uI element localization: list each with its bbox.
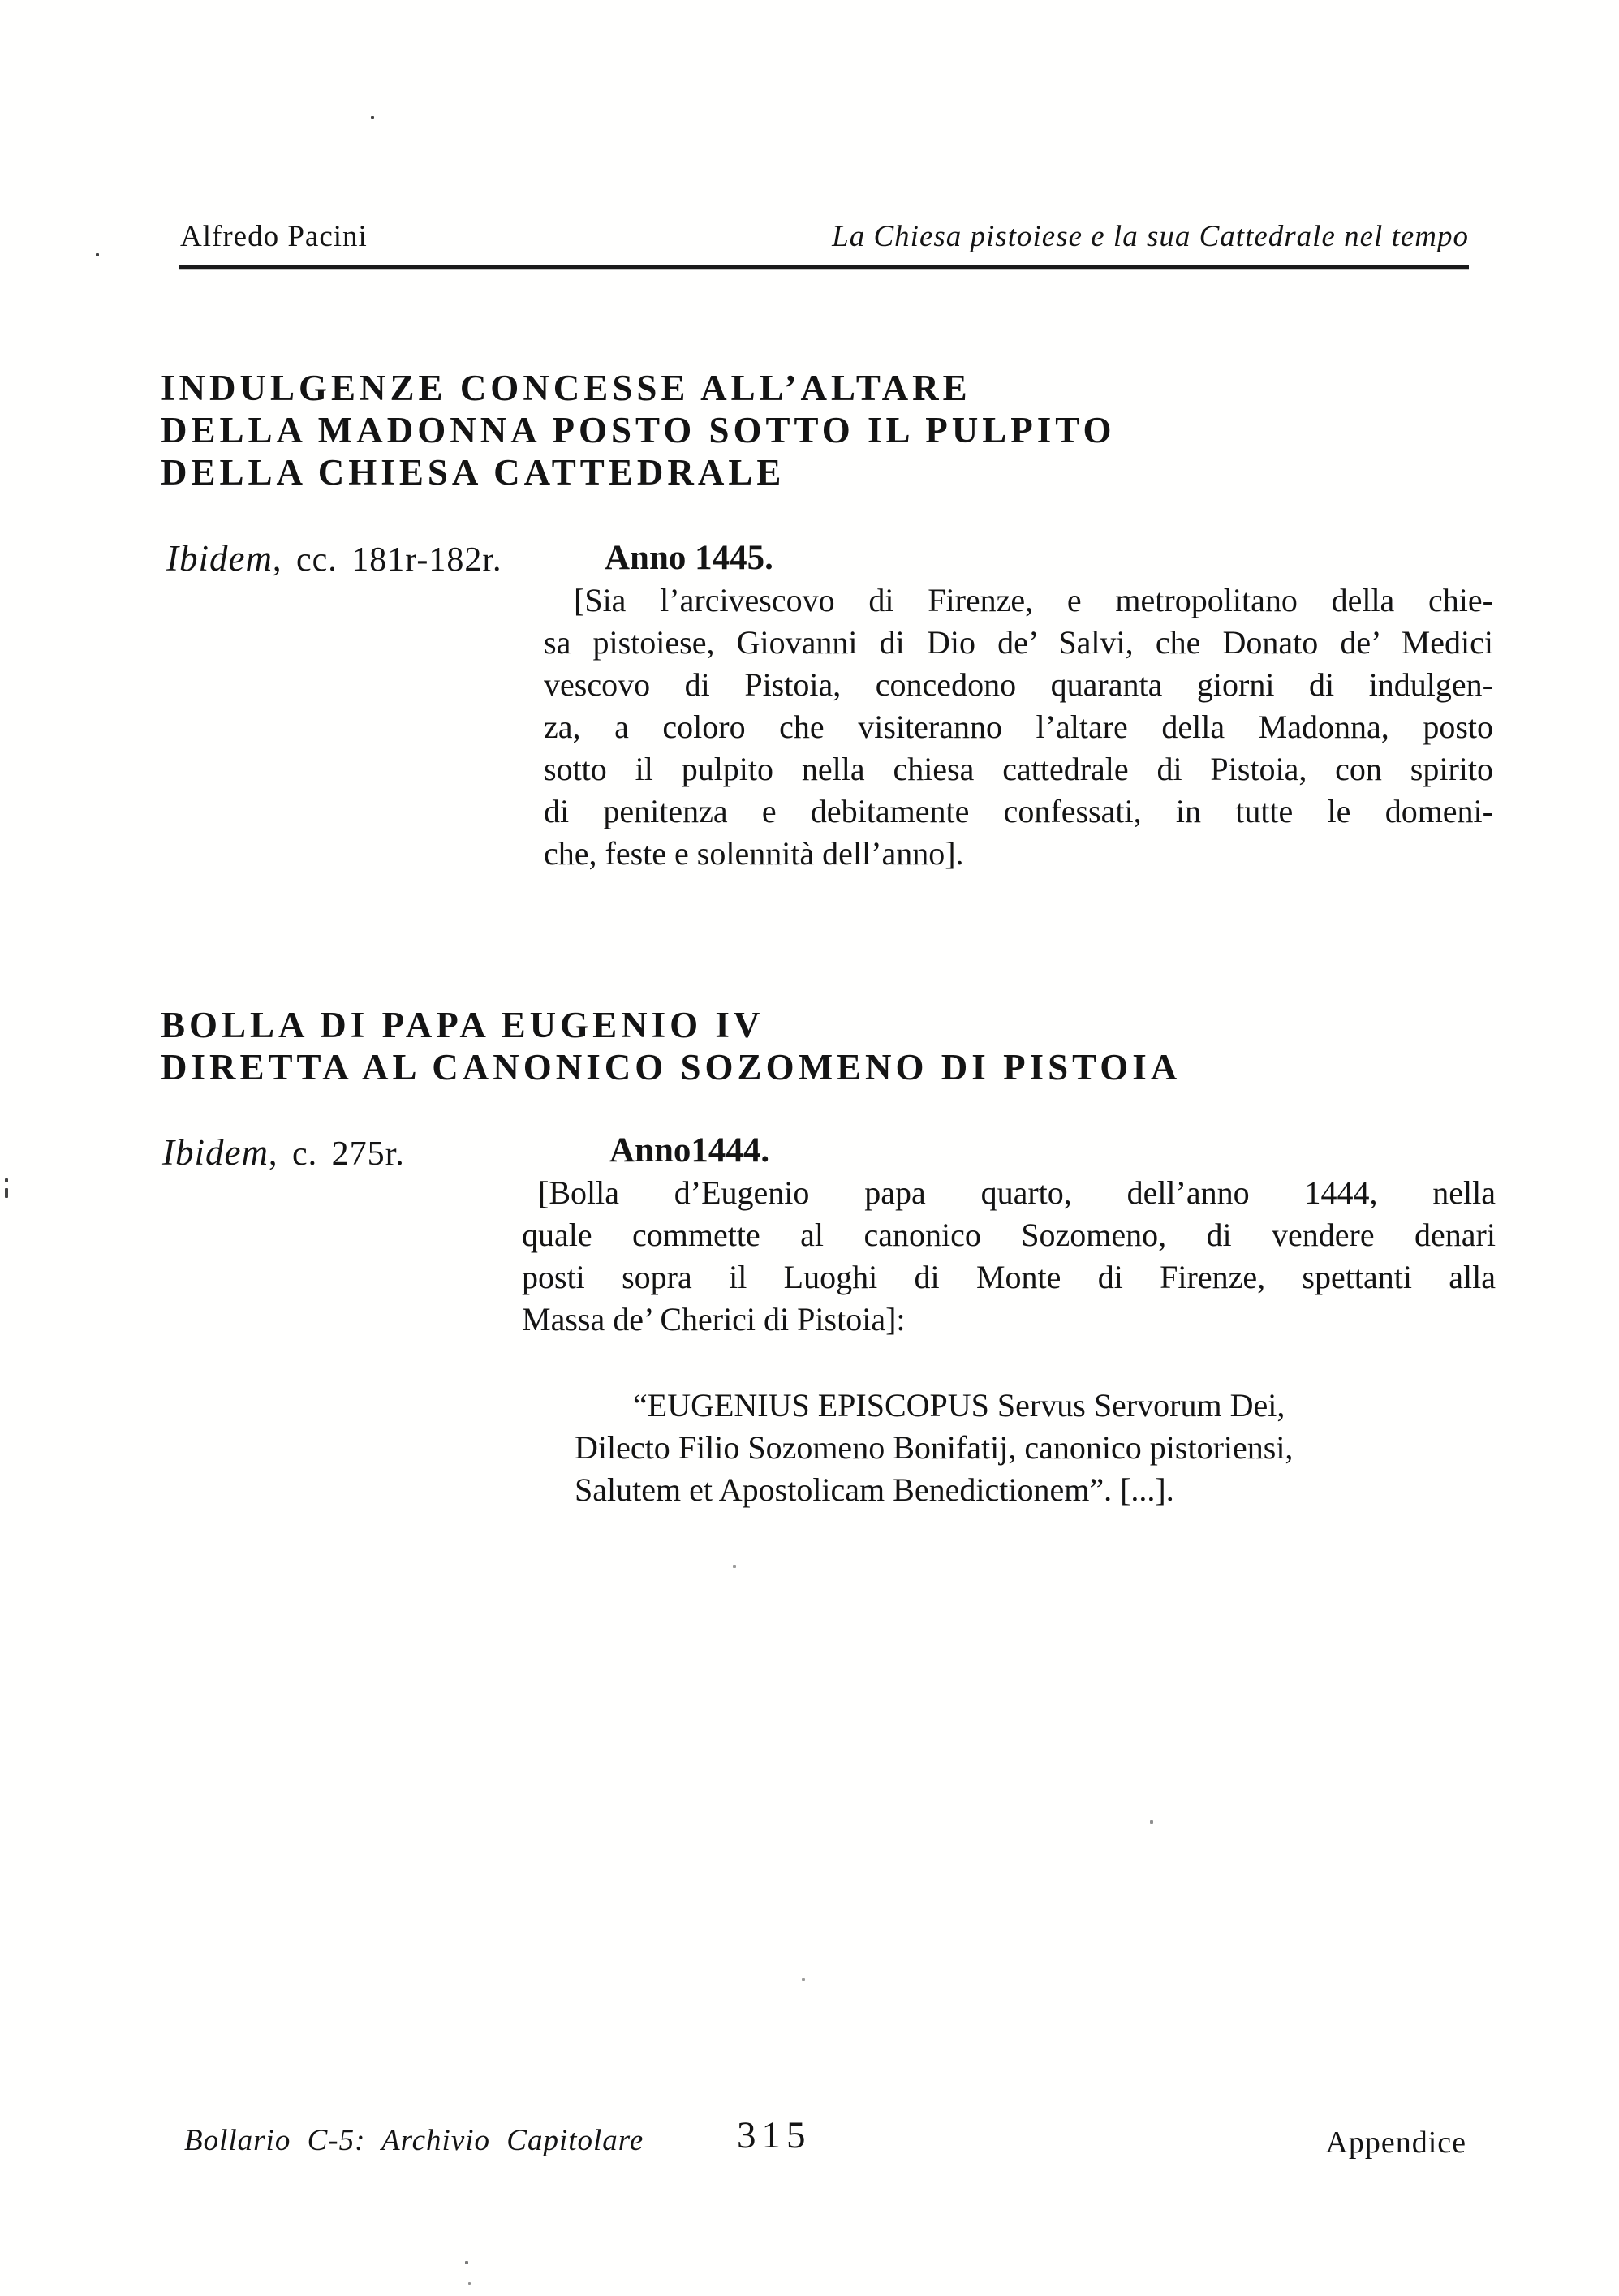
section1-body-line: che, feste e solennità dell’anno]. <box>544 835 964 872</box>
section1-body-line: vescovo di Pistoia, concedono quaranta giorni di indulgen- <box>544 666 1493 703</box>
section2-body-line: Massa de’ Cherici di Pistoia]: <box>522 1301 906 1338</box>
section2-body-line: posti sopra il Luoghi di Monte di Firenze, spettanti alla <box>522 1259 1496 1295</box>
scan-speck <box>5 1178 8 1182</box>
section1-ref-ibidem: Ibidem <box>166 538 273 579</box>
section1-source-ref <box>166 537 502 581</box>
scan-speck <box>371 116 374 119</box>
quote-line: Dilecto Filio Sozomeno Bonifatij, canonico pistoriensi, <box>575 1429 1294 1466</box>
section1-body-line: za, a coloro che visiteranno l’altare della Madonna, posto <box>544 709 1493 745</box>
footer-page-number: 315 <box>737 2114 812 2156</box>
section1-heading-line-3: DELLA CHIESA CATTEDRALE <box>161 452 786 493</box>
running-header <box>180 219 1469 254</box>
section1-body-line: sotto il pulpito nella chiesa cattedrale di Pistoia, con spirito <box>544 751 1493 787</box>
section2-body-line: [Bolla d’Eugenio papa quarto, dell’anno 1444, nella <box>538 1174 1496 1211</box>
section1-ref-locator: , cc. 181r-182r. <box>272 541 502 579</box>
section2-source-ref <box>162 1131 405 1175</box>
scan-speck <box>468 2282 471 2285</box>
section1-body-line: sa pistoiese, Giovanni di Dio de’ Salvi, che Donato de’ Medici <box>544 624 1493 661</box>
section2-heading-line-2: DIRETTA AL CANONICO SOZOMENO DI PISTOIA <box>161 1047 1182 1088</box>
section2-ref-ibidem: Ibidem <box>162 1132 269 1173</box>
section1-body <box>544 537 1493 875</box>
section1-heading-line-2: DELLA MADONNA POSTO SOTTO IL PULPITO <box>161 410 1116 450</box>
section1-body-line: di penitenza e debitamente confessati, in tutte le domeni- <box>544 793 1493 829</box>
section2-heading-line-1: BOLLA DI PAPA EUGENIO IV <box>161 1005 764 1045</box>
header-rule <box>179 265 1469 269</box>
section2-latin-quote <box>575 1385 1455 1511</box>
header-author: Alfredo Pacini <box>180 220 368 253</box>
scan-speck <box>802 1978 805 1981</box>
footer-archive-ref: Bollario C-5: Archivio Capitolare <box>184 2124 644 2157</box>
section1-heading <box>161 367 1116 493</box>
section2-ref-locator: , c. 275r. <box>268 1135 405 1173</box>
quote-line: “EUGENIUS EPISCOPUS Servus Servorum Dei, <box>633 1387 1285 1424</box>
section1-body-line: [Sia l’arcivescovo di Firenze, e metropolitano della chie- <box>574 582 1493 618</box>
section2-year-heading: Anno1444. <box>609 1131 770 1170</box>
footer-section-label: Appendice <box>1325 2126 1466 2160</box>
section2-body <box>522 1130 1496 1341</box>
scan-speck <box>733 1565 736 1568</box>
scan-speck <box>96 253 99 256</box>
scan-speck <box>5 1188 8 1198</box>
scan-speck <box>465 2261 468 2264</box>
scan-speck <box>1150 1820 1153 1824</box>
header-book-title: La Chiesa pistoiese e la sua Cattedrale nel tempo <box>832 220 1469 253</box>
quote-line: Salutem et Apostolicam Benedictionem”. [...]. <box>575 1471 1174 1508</box>
section1-year-heading: Anno 1445. <box>605 539 773 577</box>
section2-heading <box>161 1004 1181 1088</box>
section2-body-line: quale commette al canonico Sozomeno, di vendere denari <box>522 1217 1496 1253</box>
section1-heading-line-1: INDULGENZE CONCESSE ALL’ALTARE <box>161 368 971 408</box>
